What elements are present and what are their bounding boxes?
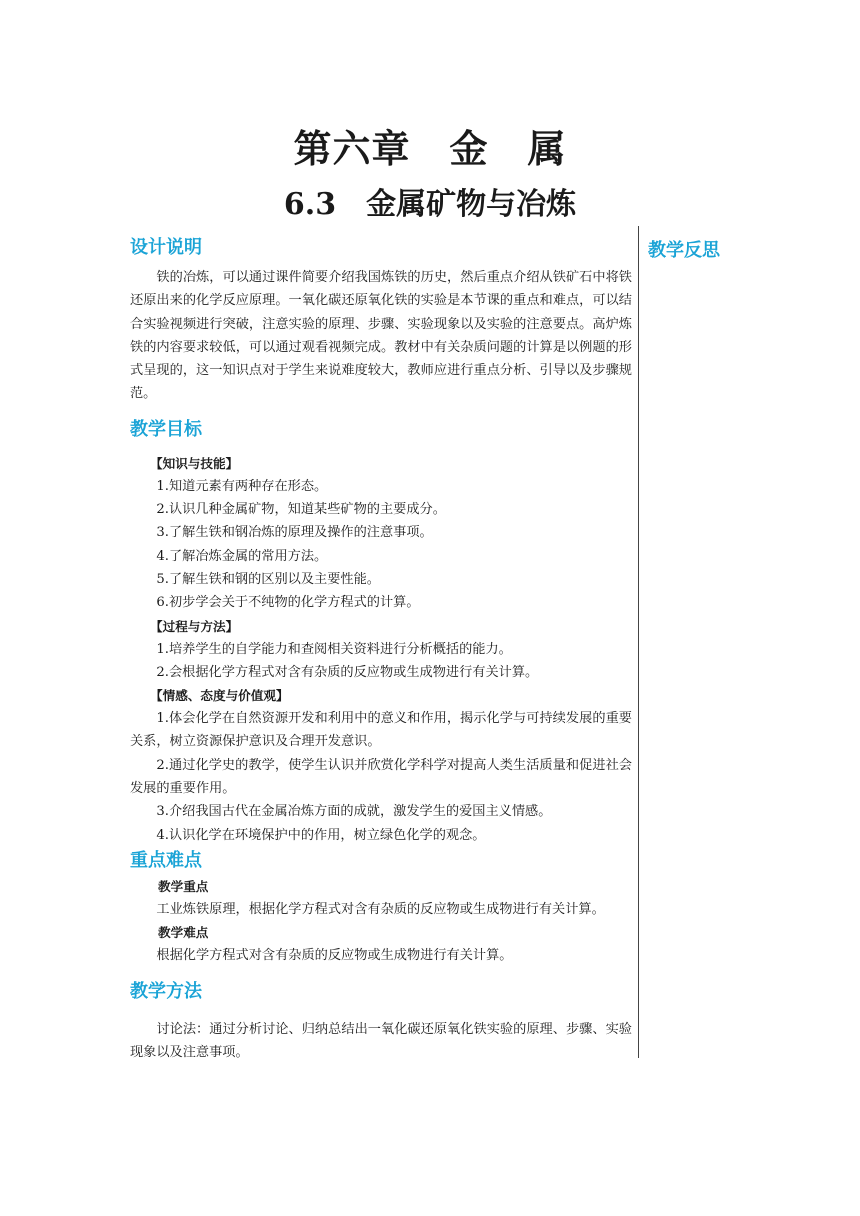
list-item: 6.初步学会关于不纯物的化学方程式的计算。: [156, 595, 420, 611]
section-title: 6.3 金属矿物与冶炼: [283, 187, 577, 222]
goals-heading: 教学目标: [130, 418, 202, 440]
main-column: [130, 234, 632, 1064]
column-divider: [638, 226, 639, 1058]
process-label: 【过程与方法】: [150, 618, 239, 634]
side-heading-reflection: 教学反思: [648, 240, 720, 261]
list-item: 2.通过化学史的教学，使学生认识并欣赏化学科学对提高人类生活质量和促进社会发展的重要作用。: [130, 757, 632, 797]
list-item: 2.认识几种金属矿物，知道某些矿物的主要成分。: [156, 502, 446, 518]
list-item: 4.了解冶炼金属的常用方法。: [156, 548, 328, 564]
list-item: 3.了解生铁和钢冶炼的原理及操作的注意事项。: [156, 525, 433, 541]
list-item: 1.体会化学在自然资源开发和利用中的意义和作用，揭示化学与可持续发展的重要关系，树立资源保护意识及合理开发意识。: [130, 711, 632, 750]
knowledge-label: 【知识与技能】: [150, 455, 239, 471]
design-text: 铁的冶炼，可以通过课件简要介绍我国炼铁的历史，然后重点介绍从铁矿石中将铁还原出来的化学反应原理。一氧化碳还原氧化铁的实验是本节课的重点和难点，可以结合实验视频进行突破，注意实验的原理、步骤、实验现象以及实验的注意要点。高炉炼铁的内容要求较低，可以通过观看视频完成。教材中有关杂质问题的计算是以例题的形式呈现的，这一知识点对于学生来说难度较大，教师应进行重点分析、引导以及步骤规范。: [130, 270, 632, 402]
key-points-heading: 重点难点: [130, 849, 202, 871]
difficulty-text: 根据化学方程式对含有杂质的反应物或生成物进行有关计算。: [156, 948, 513, 964]
list-item: 3.介绍我国古代在金属冶炼方面的成就，激发学生的爱国主义情感。: [156, 804, 552, 820]
list-item: 1.知道元素有两种存在形态。: [156, 478, 328, 494]
list-item: 1.培养学生的自学能力和查阅相关资料进行分析概括的能力。: [156, 641, 512, 657]
methods-text: 讨论法：通过分析讨论、归纳总结出一氧化碳还原氧化铁实验的原理、步骤、实验现象以及注意事项。: [130, 1021, 632, 1060]
focus-text: 工业炼铁原理，根据化学方程式对含有杂质的反应物或生成物进行有关计算。: [156, 901, 605, 917]
methods-heading: 教学方法: [130, 980, 202, 1002]
chapter-title: 第六章 金 属: [293, 126, 567, 171]
difficulty-label: 教学难点: [158, 925, 209, 941]
list-item: 5.了解生铁和钢的区别以及主要性能。: [156, 571, 380, 587]
focus-label: 教学重点: [158, 878, 209, 894]
list-item: 4.认识化学在环境保护中的作用，树立绿色化学的观念。: [156, 827, 486, 843]
emotion-label: 【情感、态度与价值观】: [150, 688, 289, 704]
design-heading: 设计说明: [130, 237, 202, 258]
list-item: 2.会根据化学方程式对含有杂质的反应物或生成物进行有关计算。: [156, 664, 539, 680]
